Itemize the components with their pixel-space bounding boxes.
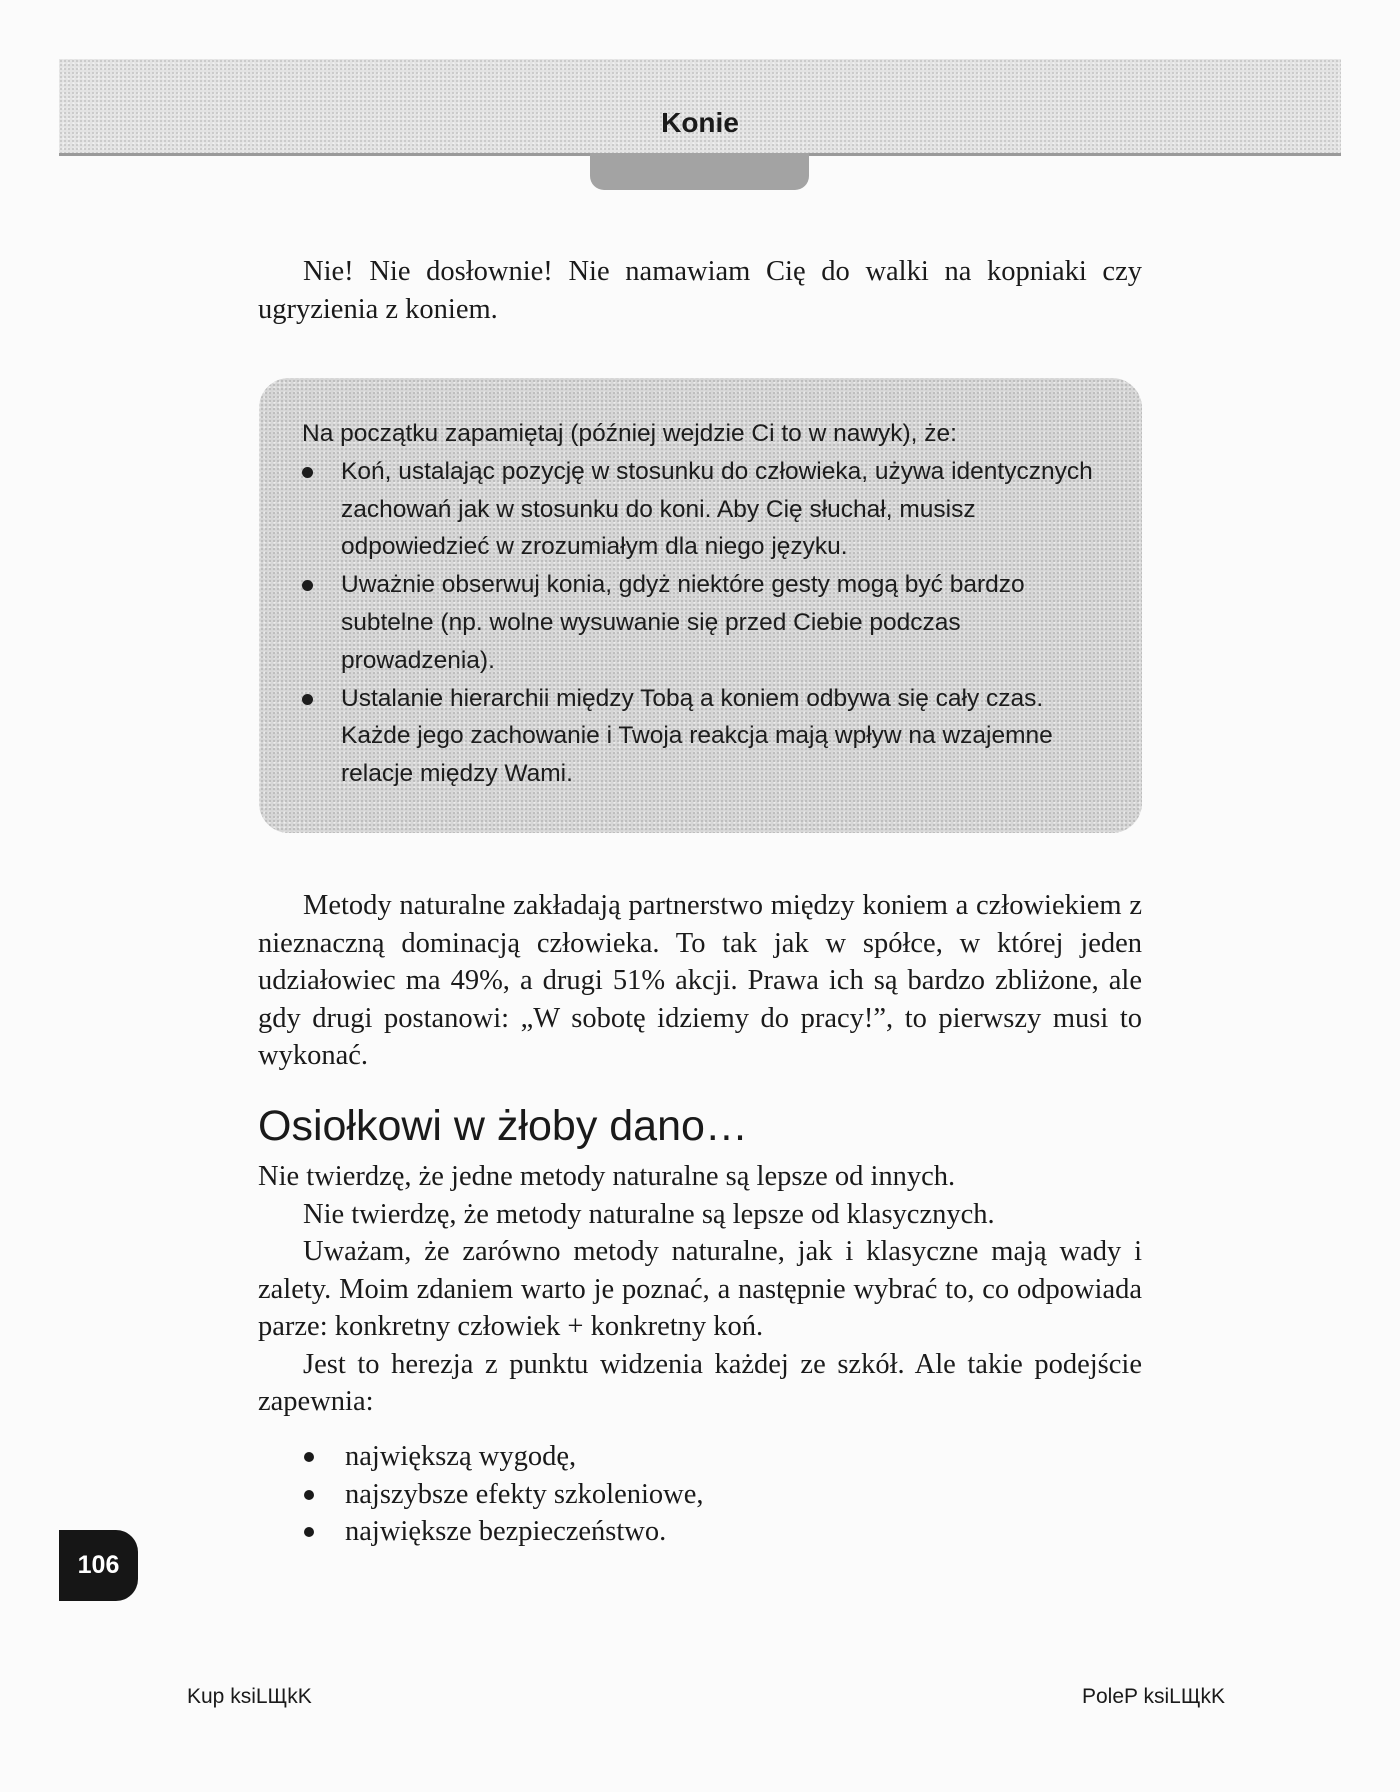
page-number: 106 bbox=[59, 1530, 138, 1601]
bullet-icon bbox=[304, 1452, 314, 1462]
methods-section bbox=[258, 887, 1142, 1075]
bullet-icon bbox=[302, 580, 313, 591]
tip-item-text: Ustalanie hierarchii między Tobą a koniem odbywa się cały czas. Każde jego zachowanie i Twoja reakcja mają wpływ na wzajemne relacje między Wami. bbox=[341, 684, 1053, 788]
recommend-book-link[interactable]: PoleP ksiLЩkK bbox=[1082, 1685, 1226, 1708]
bullet-icon bbox=[304, 1527, 314, 1537]
section-paragraph: Nie twierdzę, że jedne metody naturalne są lepsze od innych. bbox=[258, 1161, 956, 1192]
running-header bbox=[59, 59, 1341, 156]
methods-paragraph: Metody naturalne zakładają partnerstwo między koniem a człowiekiem z nieznaczną dominacją człowieka. To tak jak w spółce, w której jeden udziałowiec ma 49%, a drugi 51% akcji. Prawa ich są bardzo zbliżone, ale gdy drugi postanowi: „W sobotę idziemy do pracy!”, to pierwszy musi to wykonać. bbox=[258, 890, 1142, 1071]
list-item bbox=[300, 1513, 704, 1551]
chapter-title: Konie bbox=[661, 107, 739, 138]
tip-item-text: Koń, ustalając pozycję w stosunku do człowieka, używa identycznych zachowań jak w stosunku do koni. Aby Cię słuchał, musisz odpowiedzieć w zrozumiałym dla niego języku. bbox=[341, 457, 1093, 561]
header-tab-decoration bbox=[590, 153, 809, 190]
intro-paragraph: Nie! Nie dosłownie! Nie namawiam Cię do walki na kopniaki czy ugryzienia z koniem. bbox=[258, 256, 1142, 325]
benefits-list bbox=[300, 1438, 704, 1551]
section-paragraph: Uważam, że zarówno metody naturalne, jak i klasyczne mają wady i zalety. Moim zdaniem warto je poznać, a następnie wybrać to, co odpowiada parze: konkretny człowiek + konkretny koń. bbox=[258, 1236, 1142, 1342]
tip-item-text: Uważnie obserwuj konia, gdyż niektóre gesty mogą być bardzo subtelne (np. wolne wysuwanie się przed Ciebie podczas prowadzenia). bbox=[341, 571, 1025, 674]
bullet-icon bbox=[302, 467, 313, 478]
intro-section bbox=[258, 253, 1142, 328]
list-item-text: najszybsze efekty szkoleniowe, bbox=[345, 1478, 704, 1510]
section-heading: Osiołkowi w żłoby dano… bbox=[258, 1102, 748, 1150]
tip-intro: Na początku zapamiętaj (później wejdzie Ci to w nawyk), że: bbox=[302, 420, 957, 447]
tip-content bbox=[302, 415, 1112, 793]
list-item bbox=[300, 1476, 704, 1514]
list-item-text: największe bezpieczeństwo. bbox=[345, 1516, 667, 1547]
section-paragraph: Jest to herezja z punktu widzenia każdej ze szkół. Ale takie podejście zapewnia: bbox=[258, 1348, 1142, 1417]
section-body bbox=[258, 1158, 1142, 1421]
tip-list bbox=[302, 453, 1112, 793]
list-item bbox=[300, 1438, 704, 1476]
tip-item bbox=[302, 680, 1112, 793]
list-item-text: największą wygodę, bbox=[345, 1441, 577, 1472]
section-paragraph: Nie twierdzę, że metody naturalne są lepsze od klasycznych. bbox=[303, 1198, 995, 1230]
bullet-icon bbox=[302, 694, 313, 705]
buy-book-link[interactable]: Kup ksiLЩkK bbox=[187, 1685, 312, 1708]
tip-item bbox=[302, 453, 1112, 566]
tip-box bbox=[259, 378, 1142, 833]
tip-item bbox=[302, 566, 1112, 679]
bullet-icon bbox=[304, 1490, 314, 1500]
